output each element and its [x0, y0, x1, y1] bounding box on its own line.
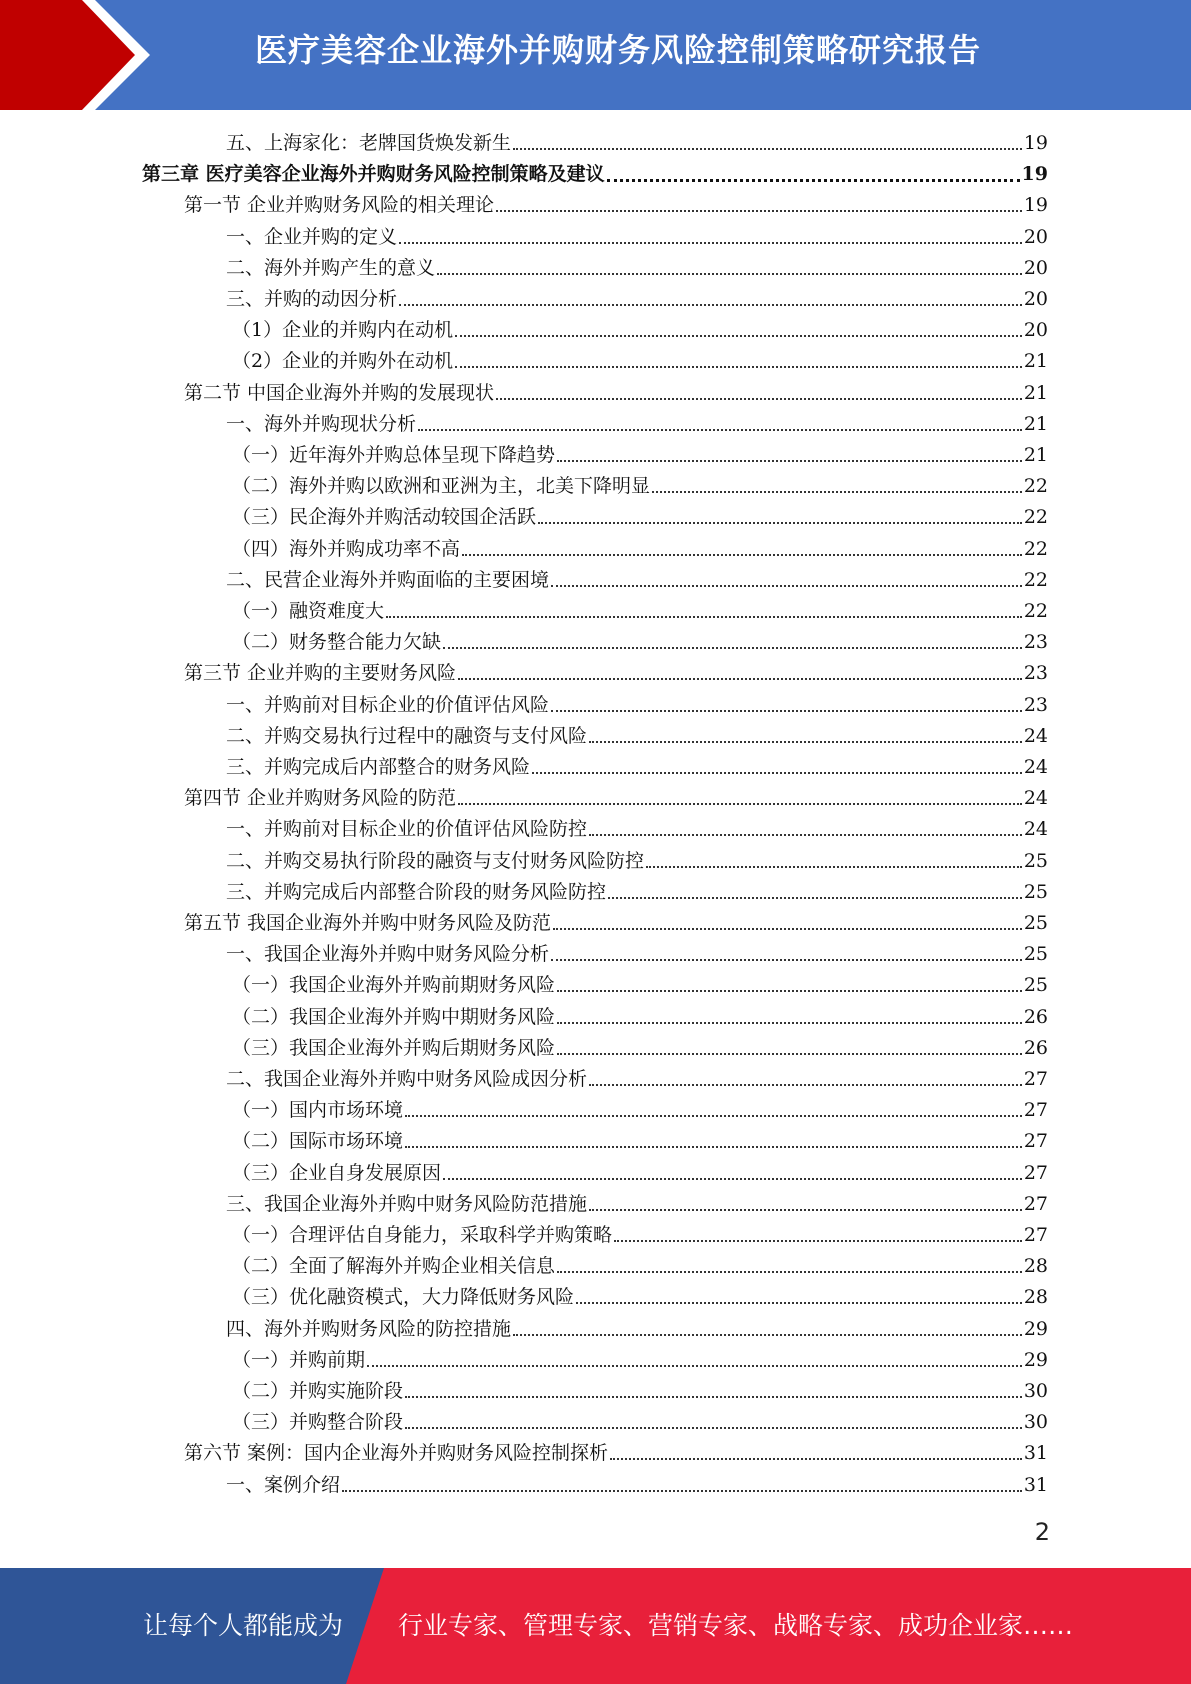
- toc-entry-page: 24: [1023, 818, 1048, 841]
- toc-leader-dots: [652, 471, 1022, 493]
- toc-leader-dots: [576, 1282, 1022, 1304]
- toc-entry-page: 28: [1023, 1255, 1048, 1278]
- toc-entry-page: 27: [1023, 1099, 1048, 1122]
- toc-entry[interactable]: [226, 128, 1048, 159]
- toc-leader-dots: [386, 596, 1022, 618]
- toc-entry-page: 21: [1023, 381, 1048, 404]
- toc-entry-label: （1）企业的并购内在动机: [232, 319, 454, 342]
- toc-entry-page: 21: [1023, 412, 1048, 435]
- toc-entry-label: （一）合理评估自身能力，采取科学并购策略: [232, 1224, 613, 1246]
- toc-entry[interactable]: [232, 1033, 1048, 1064]
- toc-leader-dots: [589, 814, 1022, 836]
- toc-entry-label: 一、并购前对目标企业的价值评估风险: [226, 693, 550, 716]
- header-banner: [0, 0, 1191, 110]
- toc-entry[interactable]: [232, 627, 1048, 658]
- toc-entry-label: （一）我国企业海外并购前期财务风险: [232, 974, 556, 997]
- toc-entry-label: 二、并购交易执行阶段的融资与支付财务风险防控: [226, 849, 645, 872]
- toc-entry[interactable]: [226, 846, 1048, 877]
- toc-leader-dots: [405, 1126, 1022, 1148]
- toc-entry[interactable]: [232, 1251, 1048, 1282]
- toc-entry[interactable]: [226, 690, 1048, 721]
- toc-entry[interactable]: [232, 1126, 1048, 1157]
- toc-leader-dots: [458, 658, 1022, 680]
- toc-leader-dots: [551, 690, 1022, 712]
- toc-entry-page: 25: [1023, 912, 1048, 934]
- toc-entry-label: 第三节 企业并购的主要财务风险: [184, 662, 457, 685]
- toc-leader-dots: [399, 222, 1022, 244]
- toc-leader-dots: [551, 939, 1022, 961]
- toc-leader-dots: [557, 970, 1022, 992]
- toc-entry-label: 第三章 医疗美容企业海外并购财务风险控制策略及建议: [142, 163, 605, 186]
- toc-entry-label: （二）财务整合能力欠缺: [232, 631, 442, 654]
- toc-entry[interactable]: [226, 939, 1048, 970]
- toc-entry-label: （二）海外并购以欧洲和亚洲为主，北美下降明显: [232, 475, 651, 498]
- toc-entry[interactable]: [226, 877, 1048, 908]
- toc-leader-dots: [646, 846, 1022, 868]
- header-red-arrow-icon: [0, 0, 150, 110]
- toc-entry-label: 一、海外并购现状分析: [226, 412, 417, 435]
- toc-entry-label: 二、我国企业海外并购中财务风险成因分析: [226, 1068, 588, 1090]
- toc-entry[interactable]: [232, 1282, 1048, 1313]
- toc-entry[interactable]: [232, 471, 1048, 502]
- toc-entry-page: 23: [1023, 631, 1048, 654]
- toc-entry-page: 27: [1023, 1224, 1048, 1246]
- toc-leader-dots: [496, 190, 1022, 212]
- toc-leader-dots: [443, 1158, 1022, 1180]
- page-number: 2: [1034, 1518, 1050, 1546]
- toc-entry-page: 31: [1023, 1442, 1048, 1465]
- toc-entry[interactable]: [232, 1345, 1048, 1376]
- toc-entry-page: 29: [1023, 1317, 1048, 1340]
- toc-entry-label: 二、并购交易执行过程中的融资与支付风险: [226, 724, 588, 747]
- toc-entry-label: 四、海外并购财务风险的防控措施: [226, 1317, 512, 1340]
- toc-entry-label: 第一节 企业并购财务风险的相关理论: [184, 194, 495, 217]
- toc-entry-page: 24: [1023, 724, 1048, 747]
- toc-entry-label: （二）并购实施阶段: [232, 1380, 404, 1402]
- toc-leader-dots: [557, 1251, 1022, 1273]
- toc-entry-page: 25: [1023, 880, 1048, 903]
- toc-entry-page: 22: [1023, 568, 1048, 591]
- toc-leader-dots: [405, 1376, 1022, 1398]
- toc-entry[interactable]: [232, 596, 1048, 627]
- toc-leader-dots: [614, 1220, 1022, 1242]
- toc-entry-page: 27: [1023, 1068, 1048, 1090]
- toc-entry-page: 30: [1023, 1411, 1048, 1434]
- toc-entry-page: 23: [1023, 693, 1048, 716]
- toc-entry-page: 27: [1023, 1130, 1048, 1153]
- toc-leader-dots: [496, 378, 1022, 400]
- toc-entry-page: 30: [1023, 1380, 1048, 1402]
- toc-leader-dots: [553, 908, 1022, 930]
- toc-entry[interactable]: [184, 908, 1048, 939]
- toc-entry[interactable]: [232, 440, 1048, 471]
- toc-entry-page: 25: [1023, 849, 1048, 872]
- toc-entry-label: （二）国际市场环境: [232, 1130, 404, 1153]
- toc-leader-dots: [399, 284, 1022, 306]
- toc-entry[interactable]: [184, 1438, 1048, 1469]
- toc-leader-dots: [551, 565, 1022, 587]
- toc-entry-label: （三）优化融资模式，大力降低财务风险: [232, 1286, 575, 1309]
- toc-entry-page: 26: [1023, 1036, 1048, 1059]
- toc-entry-label: （三）并购整合阶段: [232, 1411, 404, 1434]
- toc-entry[interactable]: [232, 1158, 1048, 1189]
- toc-entry-page: 19: [1023, 194, 1048, 217]
- toc-entry-label: 二、民营企业海外并购面临的主要困境: [226, 568, 550, 591]
- toc-entry-page: 22: [1023, 537, 1048, 560]
- toc-leader-dots: [589, 1189, 1022, 1211]
- toc-entry[interactable]: [184, 658, 1048, 689]
- toc-entry-label: 三、并购完成后内部整合阶段的财务风险防控: [226, 880, 607, 903]
- toc-leader-dots: [557, 1033, 1022, 1055]
- toc-entry-page: 20: [1023, 256, 1048, 279]
- toc-entry-page: 31: [1023, 1473, 1048, 1496]
- toc-entry-page: 25: [1023, 974, 1048, 997]
- toc-entry[interactable]: [184, 783, 1048, 814]
- toc-entry[interactable]: [232, 1376, 1048, 1407]
- toc-entry-page: 28: [1023, 1286, 1048, 1309]
- toc-entry-label: （三）我国企业海外并购后期财务风险: [232, 1036, 556, 1059]
- footer-slogan-right: 行业专家、管理专家、营销专家、战略专家、成功企业家……: [398, 1611, 1074, 1640]
- toc-leader-dots: [342, 1470, 1022, 1492]
- toc-entry-label: 二、海外并购产生的意义: [226, 256, 436, 279]
- toc-leader-dots: [455, 346, 1022, 368]
- toc-leader-dots: [589, 721, 1022, 743]
- toc-entry-label: （一）近年海外并购总体呈现下降趋势: [232, 444, 556, 466]
- toc-entry[interactable]: [226, 284, 1048, 315]
- toc-entry[interactable]: [226, 1314, 1048, 1345]
- toc-leader-dots: [532, 752, 1022, 774]
- toc-entry-page: 25: [1023, 943, 1048, 966]
- toc-entry[interactable]: [232, 970, 1048, 1001]
- toc-entry-label: （三）民企海外并购活动较国企活跃: [232, 506, 537, 529]
- toc-entry-label: 一、并购前对目标企业的价值评估风险防控: [226, 818, 588, 841]
- toc-leader-dots: [607, 159, 1020, 182]
- toc-entry-label: 一、案例介绍: [226, 1473, 341, 1496]
- toc-entry-label: 第四节 企业并购财务风险的防范: [184, 787, 457, 810]
- toc-entry-label: （一）国内市场环境: [232, 1099, 404, 1122]
- toc-leader-dots: [405, 1407, 1022, 1429]
- toc-entry[interactable]: [232, 1002, 1048, 1033]
- toc-entry-label: 三、我国企业海外并购中财务风险防范措施: [226, 1192, 588, 1215]
- toc-entry-label: 三、并购的动因分析: [226, 288, 398, 310]
- toc-entry-label: （四）海外并购成功率不高: [232, 537, 461, 560]
- toc-leader-dots: [557, 1002, 1022, 1024]
- toc-leader-dots: [405, 1095, 1022, 1117]
- toc-entry-page: 20: [1023, 225, 1048, 248]
- toc-leader-dots: [538, 502, 1022, 524]
- toc-entry[interactable]: [226, 1470, 1048, 1501]
- toc-leader-dots: [418, 409, 1022, 431]
- toc-entry-label: 五、上海家化：老牌国货焕发新生: [226, 132, 512, 154]
- toc-leader-dots: [458, 783, 1022, 805]
- toc-leader-dots: [462, 534, 1022, 556]
- toc-entry[interactable]: [184, 190, 1048, 221]
- toc-leader-dots: [557, 440, 1022, 462]
- toc-entry-page: 20: [1023, 319, 1048, 342]
- toc-entry[interactable]: [232, 346, 1048, 377]
- toc-entry-page: 24: [1023, 756, 1048, 778]
- toc-entry-page: 27: [1023, 1161, 1048, 1184]
- toc-entry-label: 一、企业并购的定义: [226, 225, 398, 248]
- toc-entry[interactable]: [232, 1220, 1048, 1251]
- toc-entry-label: （二）我国企业海外并购中期财务风险: [232, 1005, 556, 1028]
- toc-entry-label: （2）企业的并购外在动机: [232, 350, 454, 373]
- toc-entry[interactable]: [232, 1095, 1048, 1126]
- toc-entry-page: 21: [1023, 350, 1048, 373]
- toc-entry[interactable]: [226, 253, 1048, 284]
- toc-entry-page: 22: [1023, 600, 1048, 622]
- toc-entry[interactable]: [226, 565, 1048, 596]
- toc-entry[interactable]: [226, 1064, 1048, 1095]
- toc-entry[interactable]: [232, 1407, 1048, 1438]
- toc-leader-dots: [437, 253, 1022, 275]
- footer-slogan-left: 让每个人都能成为: [143, 1611, 344, 1640]
- toc-entry-label: （一）并购前期: [232, 1348, 366, 1371]
- toc-entry-label: 第五节 我国企业海外并购中财务风险及防范: [184, 912, 552, 934]
- toc-entry-page: 19: [1021, 163, 1048, 186]
- toc-entry-label: 第六节 案例：国内企业海外并购财务风险控制探析: [184, 1442, 609, 1465]
- toc-leader-dots: [610, 1438, 1022, 1460]
- toc-entry-label: 一、我国企业海外并购中财务风险分析: [226, 943, 550, 966]
- toc-entry[interactable]: [226, 721, 1048, 752]
- toc-entry-label: 三、并购完成后内部整合的财务风险: [226, 756, 531, 778]
- toc-entry[interactable]: [226, 814, 1048, 845]
- toc-entry[interactable]: [142, 159, 1048, 190]
- toc-entry-page: 27: [1023, 1192, 1048, 1215]
- toc-entry-label: （二）全面了解海外并购企业相关信息: [232, 1255, 556, 1278]
- toc-entry[interactable]: [226, 752, 1048, 783]
- document-title: 医疗美容企业海外并购财务风险控制策略研究报告: [255, 31, 982, 69]
- toc-entry[interactable]: [226, 222, 1048, 253]
- toc-entry-page: 22: [1023, 475, 1048, 498]
- toc-entry[interactable]: [232, 502, 1048, 533]
- toc-leader-dots: [513, 1314, 1022, 1336]
- footer-banner: [0, 1568, 1191, 1684]
- toc-entry-page: 23: [1023, 662, 1048, 685]
- toc-entry-page: 24: [1023, 787, 1048, 810]
- toc-entry[interactable]: [226, 1189, 1048, 1220]
- toc-entry-page: 26: [1023, 1005, 1048, 1028]
- toc-entry[interactable]: [232, 534, 1048, 565]
- toc-entry-page: 22: [1023, 506, 1048, 529]
- toc-leader-dots: [608, 877, 1022, 899]
- toc-entry-page: 21: [1023, 444, 1048, 466]
- toc-leader-dots: [455, 315, 1022, 337]
- toc-leader-dots: [367, 1345, 1022, 1367]
- toc-entry-label: （一）融资难度大: [232, 600, 385, 622]
- toc-entry-page: 19: [1023, 132, 1048, 154]
- toc-entry-label: （三）企业自身发展原因: [232, 1161, 442, 1184]
- toc-entry-page: 20: [1023, 288, 1048, 310]
- toc-entry-label: 第二节 中国企业海外并购的发展现状: [184, 381, 495, 404]
- toc-entry[interactable]: [226, 409, 1048, 440]
- toc-entry-page: 29: [1023, 1348, 1048, 1371]
- toc-leader-dots: [513, 128, 1022, 150]
- toc-entry[interactable]: [184, 378, 1048, 409]
- toc-leader-dots: [589, 1064, 1022, 1086]
- toc-leader-dots: [443, 627, 1022, 649]
- toc-entry[interactable]: [232, 315, 1048, 346]
